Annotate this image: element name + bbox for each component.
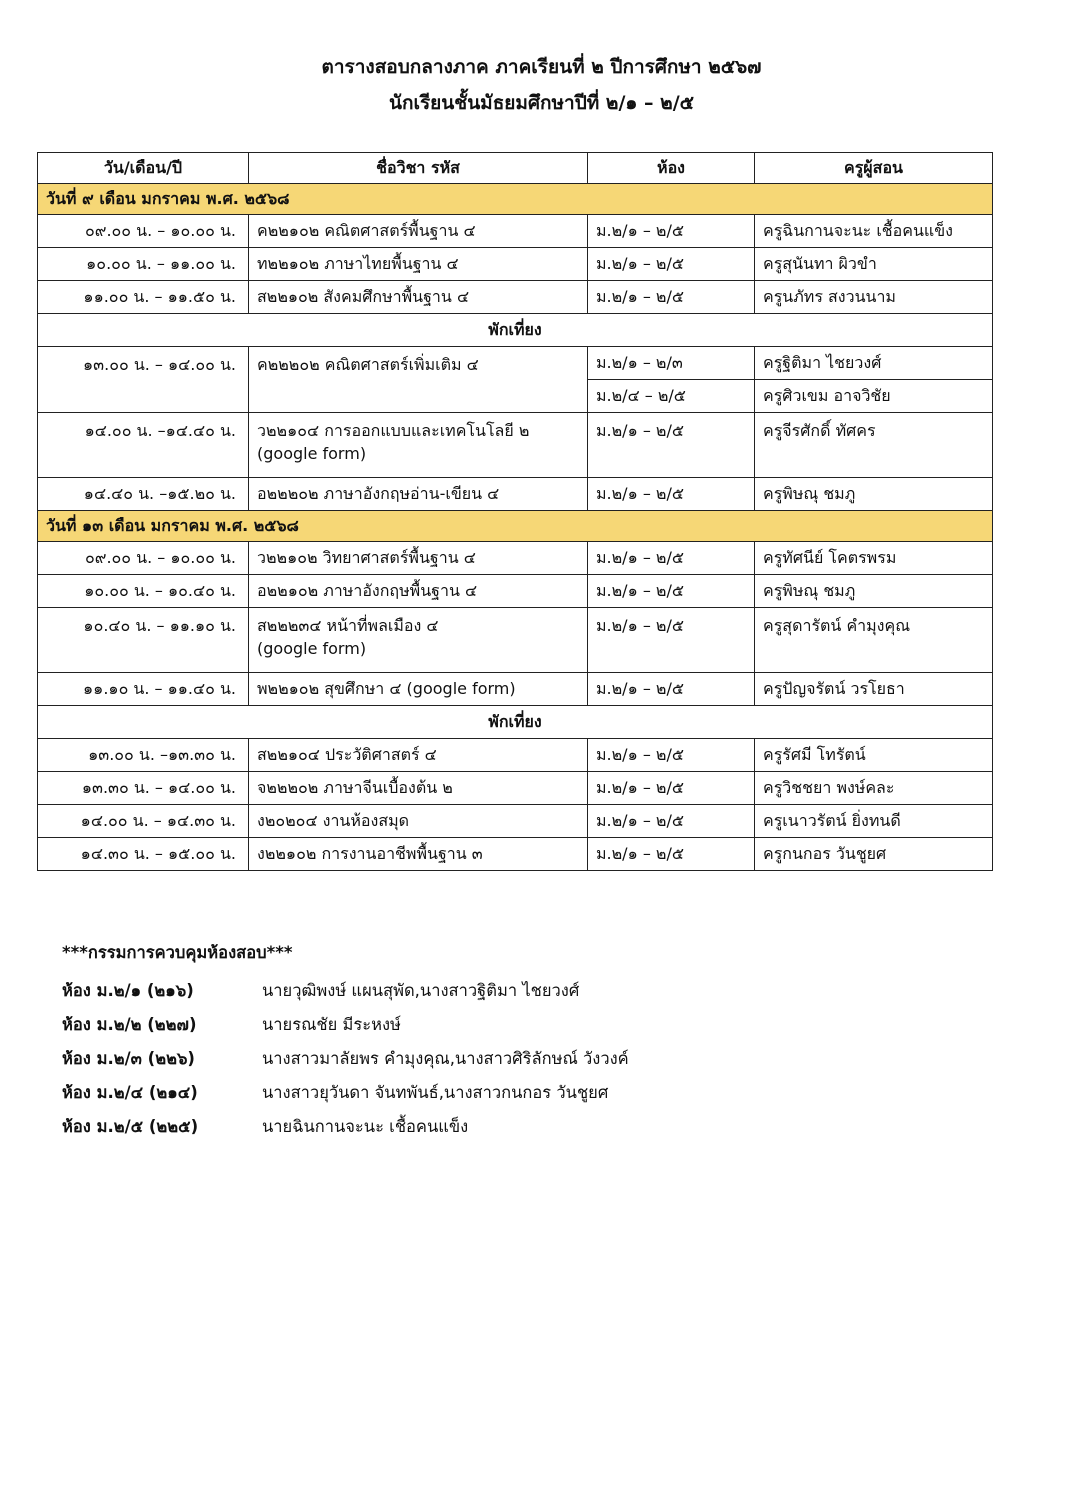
table-row: [38, 248, 993, 281]
header-room: ห้อง: [588, 153, 755, 184]
subject-cell: ค๒๒๒๐๒ คณิตศาสตร์เพิ่มเติม ๔: [249, 347, 588, 413]
subject-cell: อ๒๒๑๐๒ ภาษาอังกฤษพื้นฐาน ๔: [249, 575, 588, 608]
header-date: วัน/เดือน/ปี: [38, 153, 249, 184]
time-cell: ๑๔.๔๐ น. –๑๕.๒๐ น.: [38, 478, 249, 511]
committee-names: นายวุฒิพงษ์ แผนสุพัด,นางสาวฐิติมา ไชยวงศ์: [262, 981, 580, 1000]
room-cell: ม.๒/๑ – ๒/๕: [588, 542, 755, 575]
lunch-row: [38, 314, 993, 347]
committee-heading: ***กรรมการควบคุมห้องสอบ***: [62, 943, 293, 962]
table-row: [38, 215, 993, 248]
committee-names: นางสาวยุวันดา จันทพันธ์,นางสาวกนกอร วันชูยศ: [262, 1083, 609, 1102]
table-row: [38, 673, 993, 706]
time-cell: ๐๙.๐๐ น. – ๑๐.๐๐ น.: [38, 215, 249, 248]
room-cell: ม.๒/๔ – ๒/๕: [588, 380, 755, 413]
time-cell: ๑๐.๔๐ น. – ๑๑.๑๐ น.: [38, 608, 249, 673]
time-cell: ๑๔.๐๐ น. – ๑๔.๓๐ น.: [38, 805, 249, 838]
room-cell: ม.๒/๑ – ๒/๕: [588, 575, 755, 608]
teacher-cell: ครูศิวเขม อาจวิชัย: [755, 380, 993, 413]
subject-cell: [249, 608, 588, 673]
subject-name: ว๒๒๑๐๔ การออกแบบและเทคโนโลยี ๒: [257, 421, 530, 440]
time-cell: ๑๔.๓๐ น. – ๑๕.๐๐ น.: [38, 838, 249, 871]
table-row: [38, 413, 993, 478]
time-cell: ๑๔.๐๐ น. –๑๔.๔๐ น.: [38, 413, 249, 478]
day-label: วันที่ ๑๓ เดือน มกราคม พ.ศ. ๒๕๖๘: [38, 511, 993, 542]
table-row: [38, 542, 993, 575]
subject-cell: ท๒๒๑๐๒ ภาษาไทยพื้นฐาน ๔: [249, 248, 588, 281]
committee-section: [62, 940, 629, 1144]
subject-cell: พ๒๒๑๐๒ สุขศึกษา ๔ (google form): [249, 673, 588, 706]
committee-room: ห้อง ม.๒/๔ (๒๑๔): [62, 1083, 198, 1102]
teacher-cell: ครูสุดารัตน์ คำมุงคุณ: [755, 608, 993, 673]
subject-cell: อ๒๒๒๐๒ ภาษาอังกฤษอ่าน-เขียน ๔: [249, 478, 588, 511]
page-title: ตารางสอบกลางภาค ภาคเรียนที่ ๒ ปีการศึกษา ๒๕๖๗: [321, 56, 762, 78]
room-cell: ม.๒/๑ – ๒/๓: [588, 347, 755, 380]
table-row: [38, 805, 993, 838]
room-cell: ม.๒/๑ – ๒/๕: [588, 805, 755, 838]
page-subtitle: นักเรียนชั้นมัธยมศึกษาปีที่ ๒/๑ – ๒/๕: [388, 92, 695, 114]
table-row: [38, 608, 993, 673]
subject-cell: ส๒๒๑๐๒ สังคมศึกษาพื้นฐาน ๔: [249, 281, 588, 314]
committee-room: ห้อง ม.๒/๕ (๒๒๕): [62, 1117, 199, 1136]
table-row: [38, 478, 993, 511]
teacher-cell: ครูพิษณุ ชมภู: [755, 478, 993, 511]
time-cell: ๐๙.๐๐ น. – ๑๐.๐๐ น.: [38, 542, 249, 575]
day-header-row: [38, 511, 993, 542]
teacher-cell: ครูปัญจรัตน์ วรโยธา: [755, 673, 993, 706]
subject-cell: ค๒๒๑๐๒ คณิตศาสตร์พื้นฐาน ๔: [249, 215, 588, 248]
subject-note: (google form): [257, 444, 367, 463]
header-teacher: ครูผู้สอน: [755, 153, 993, 184]
subject-cell: ว๒๒๑๐๒ วิทยาศาสตร์พื้นฐาน ๔: [249, 542, 588, 575]
committee-room: ห้อง ม.๒/๑ (๒๑๖): [62, 981, 194, 1000]
time-cell: ๑๐.๐๐ น. – ๑๐.๔๐ น.: [38, 575, 249, 608]
time-cell: ๑๐.๐๐ น. – ๑๑.๐๐ น.: [38, 248, 249, 281]
subject-cell: ง๒๒๑๐๒ การงานอาชีพพื้นฐาน ๓: [249, 838, 588, 871]
lunch-row: [38, 706, 993, 739]
subject-note: (google form): [257, 639, 367, 658]
committee-row: [62, 1008, 629, 1042]
time-cell: ๑๓.๐๐ น. –๑๓.๓๐ น.: [38, 739, 249, 772]
subject-name: ส๒๒๒๓๔ หน้าที่พลเมือง ๔: [257, 616, 439, 635]
lunch-label: พักเที่ยง: [38, 314, 993, 347]
table-row: [38, 772, 993, 805]
day-label: วันที่ ๙ เดือน มกราคม พ.ศ. ๒๕๖๘: [38, 184, 993, 215]
exam-schedule-table: [37, 152, 993, 871]
teacher-cell: ครูทัศนีย์ โคตรพรม: [755, 542, 993, 575]
teacher-cell: ครูวิชชยา พงษ์คละ: [755, 772, 993, 805]
room-cell: ม.๒/๑ – ๒/๕: [588, 215, 755, 248]
committee-row: [62, 1076, 629, 1110]
teacher-cell: ครูสุนันทา ผิวขำ: [755, 248, 993, 281]
committee-row: [62, 974, 629, 1008]
room-cell: ม.๒/๑ – ๒/๕: [588, 478, 755, 511]
committee-names: นายฉินกานจะนะ เชื้อคนแข็ง: [262, 1117, 469, 1136]
room-cell: ม.๒/๑ – ๒/๕: [588, 739, 755, 772]
room-cell: ม.๒/๑ – ๒/๕: [588, 248, 755, 281]
room-cell: ม.๒/๑ – ๒/๕: [588, 673, 755, 706]
time-cell: ๑๓.๐๐ น. – ๑๔.๐๐ น.: [38, 347, 249, 413]
table-row: [38, 281, 993, 314]
teacher-cell: ครูกนกอร วันชูยศ: [755, 838, 993, 871]
lunch-label: พักเที่ยง: [38, 706, 993, 739]
room-cell: ม.๒/๑ – ๒/๕: [588, 772, 755, 805]
committee-names: นางสาวมาลัยพร คำมุงคุณ,นางสาวศิริลักษณ์ วังวงค์: [262, 1049, 629, 1068]
teacher-cell: ครูนภัทร สงวนนาม: [755, 281, 993, 314]
room-cell: ม.๒/๑ – ๒/๕: [588, 608, 755, 673]
teacher-cell: ครูรัศมี โทรัตน์: [755, 739, 993, 772]
table-header-row: [38, 153, 993, 184]
subject-cell: ง๒๐๒๐๔ งานห้องสมุด: [249, 805, 588, 838]
committee-row: [62, 1110, 629, 1144]
teacher-cell: ครูพิษณุ ชมภู: [755, 575, 993, 608]
room-cell: ม.๒/๑ – ๒/๕: [588, 838, 755, 871]
teacher-cell: ครูจีรศักดิ์ ทัศคร: [755, 413, 993, 478]
table-row: [38, 347, 993, 380]
day-header-row: [38, 184, 993, 215]
teacher-cell: ครูฐิติมา ไชยวงศ์: [755, 347, 993, 380]
subject-cell: จ๒๒๒๐๒ ภาษาจีนเบื้องต้น ๒: [249, 772, 588, 805]
committee-room: ห้อง ม.๒/๒ (๒๒๗): [62, 1015, 197, 1034]
time-cell: ๑๑.๐๐ น. – ๑๑.๕๐ น.: [38, 281, 249, 314]
committee-names: นายรณชัย มีระหงษ์: [262, 1015, 401, 1034]
teacher-cell: ครูเนาวรัตน์ ยิ่งทนดี: [755, 805, 993, 838]
subject-cell: [249, 413, 588, 478]
table-row: [38, 739, 993, 772]
subject-cell: ส๒๒๑๐๔ ประวัติศาสตร์ ๔: [249, 739, 588, 772]
table-row: [38, 838, 993, 871]
time-cell: ๑๓.๓๐ น. – ๑๔.๐๐ น.: [38, 772, 249, 805]
time-cell: ๑๑.๑๐ น. – ๑๑.๔๐ น.: [38, 673, 249, 706]
committee-row: [62, 1042, 629, 1076]
room-cell: ม.๒/๑ – ๒/๕: [588, 413, 755, 478]
committee-room: ห้อง ม.๒/๓ (๒๒๖): [62, 1049, 195, 1068]
header-subject: ชื่อวิชา รหัส: [249, 153, 588, 184]
room-cell: ม.๒/๑ – ๒/๕: [588, 281, 755, 314]
table-row: [38, 575, 993, 608]
teacher-cell: ครูฉินกานจะนะ เชื้อคนแข็ง: [755, 215, 993, 248]
